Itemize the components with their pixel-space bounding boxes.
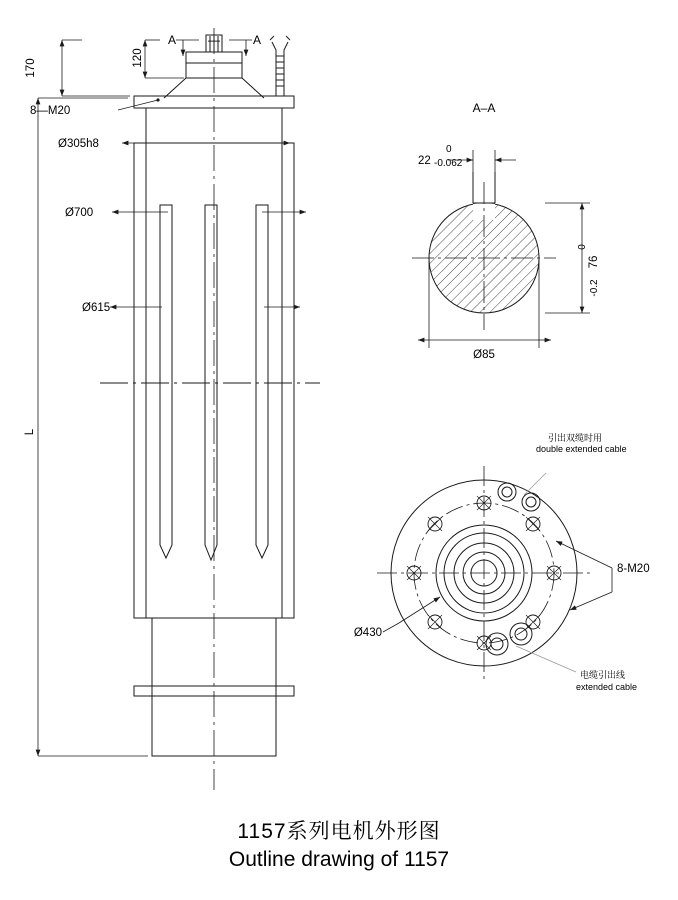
dim-key-depth-lower: -0.2 xyxy=(589,279,600,297)
dim-inner-diameter: Ø615 xyxy=(82,302,111,314)
note-extended-cable-cn: 电缆引出线 xyxy=(580,670,626,680)
main-view-geometry xyxy=(100,28,320,790)
note-extended-cable-en: extended cable xyxy=(576,682,638,692)
dim-top-height: 170 xyxy=(25,58,37,78)
section-aa-geometry xyxy=(412,170,556,330)
dim-bolt-spec-main: 8—M20 xyxy=(30,105,71,117)
dim-overall-length: L xyxy=(24,428,36,436)
flange-view-dimensions xyxy=(383,473,612,672)
section-label-right-a: A xyxy=(252,33,262,47)
dim-key-width: 22 xyxy=(418,155,431,167)
title-block xyxy=(0,818,678,874)
section-aa-title: A–A xyxy=(472,101,496,115)
drawing-title-cn: 1157系列电机外形图 xyxy=(237,820,441,843)
dim-bolt-spec-flange: 8-M20 xyxy=(617,563,650,575)
drawing-text-labels xyxy=(24,33,650,692)
dim-key-depth: 76 xyxy=(588,255,600,269)
note-double-cable-en: double extended cable xyxy=(536,444,627,454)
dim-shaft-outer-diameter: Ø85 xyxy=(473,349,495,361)
section-label-left-a: A xyxy=(167,33,177,47)
note-double-cable-cn: 引出双缆时用 xyxy=(548,433,603,443)
dim-key-width-upper: 0 xyxy=(446,144,452,155)
dim-shaft-diameter: Ø305h8 xyxy=(58,138,99,150)
dim-key-width-lower: -0.062 xyxy=(434,158,463,169)
dim-key-depth-upper: 0 xyxy=(577,244,588,250)
dim-body-diameter: Ø700 xyxy=(65,207,94,219)
section-label-dash: — xyxy=(208,33,220,47)
dim-bolt-circle: Ø430 xyxy=(353,627,382,639)
dim-terminal-height: 120 xyxy=(132,48,144,68)
drawing-title-en: Outline drawing of 1157 xyxy=(228,848,450,871)
flange-view-geometry xyxy=(377,466,591,680)
